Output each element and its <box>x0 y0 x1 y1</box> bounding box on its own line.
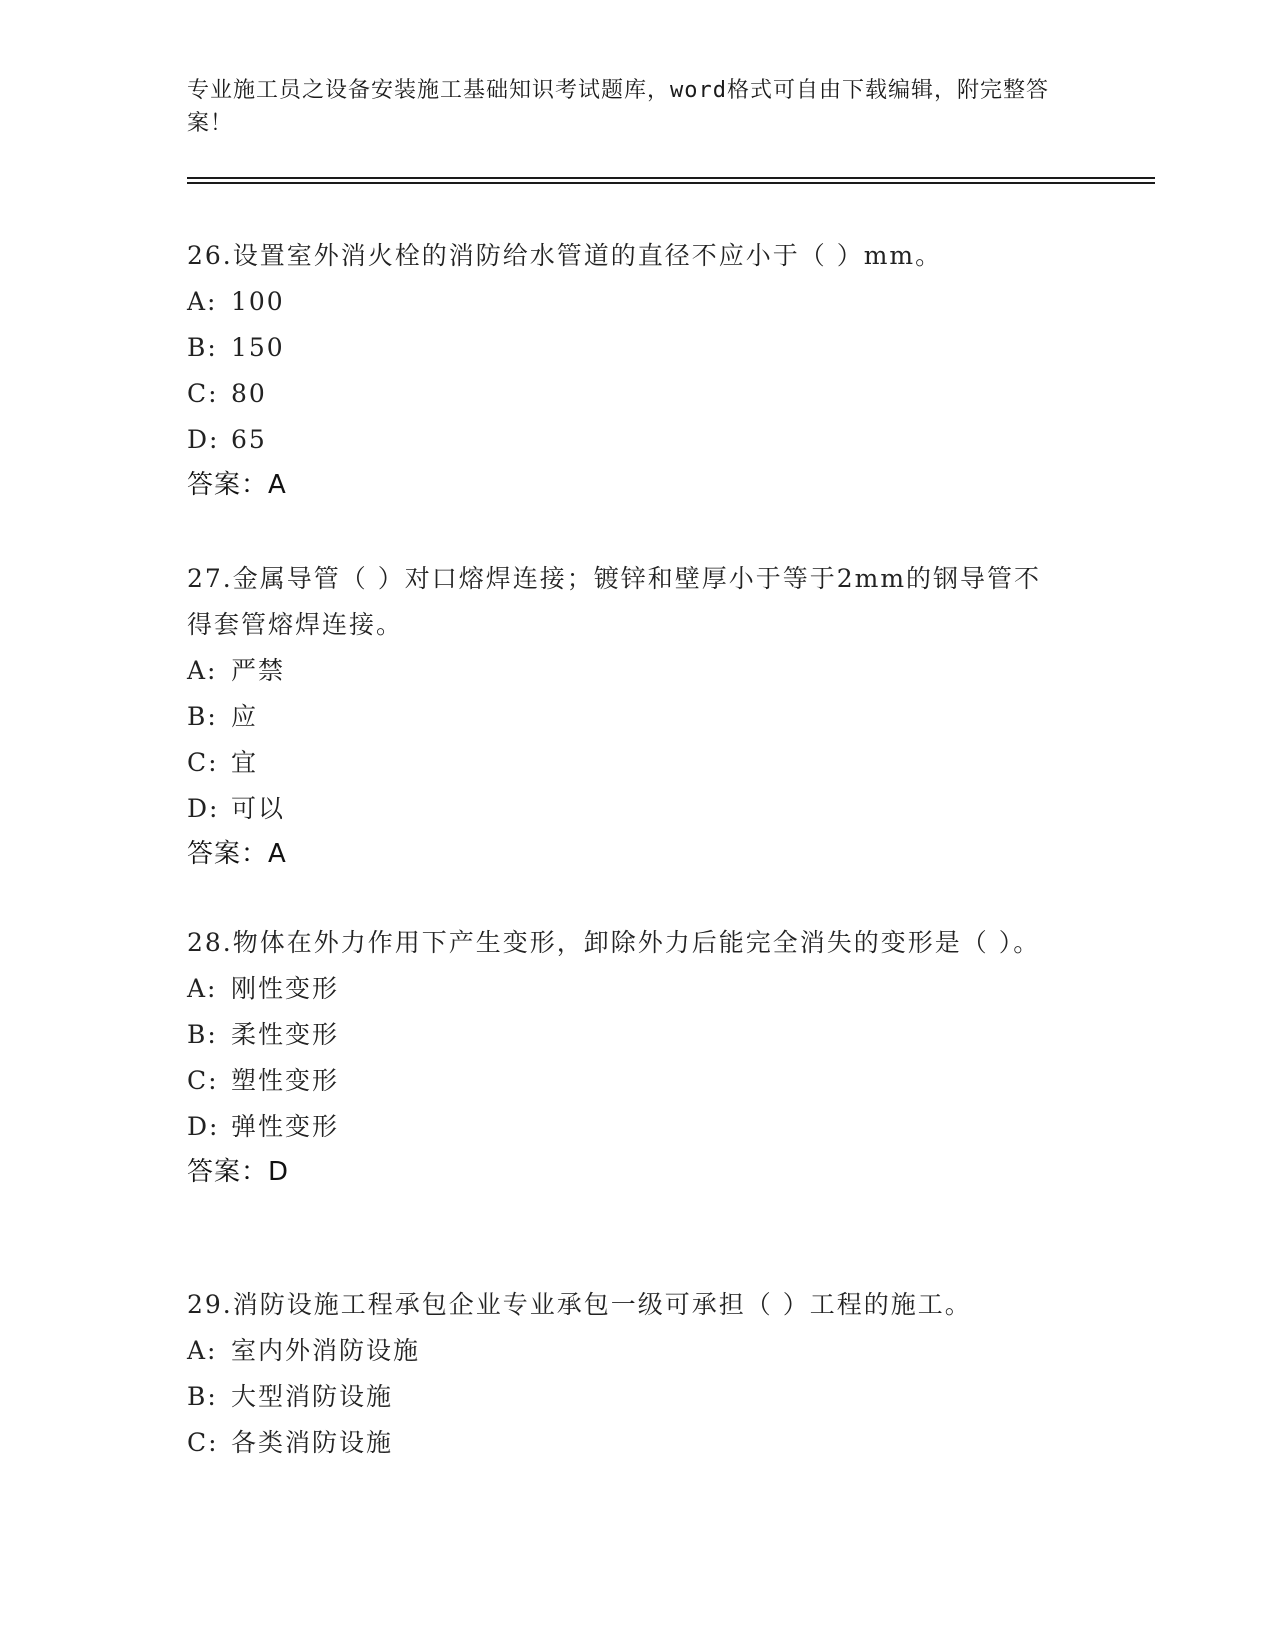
option-text: 室内外消防设施 <box>231 1336 421 1365</box>
question-29 <box>187 1282 1067 1466</box>
option-text: 柔性变形 <box>231 1020 340 1049</box>
document-header-title: 专业施工员之设备安装施工基础知识考试题库，word格式可自由下载编辑，附完整答案！ <box>187 78 1049 136</box>
option-a <box>187 966 1067 1012</box>
option-label: B: <box>187 333 218 362</box>
option-label: A: <box>187 1336 218 1365</box>
option-a <box>187 648 1067 694</box>
option-b <box>187 1012 1067 1058</box>
answer-value: A <box>268 839 287 869</box>
option-text: 各类消防设施 <box>231 1428 394 1457</box>
option-c <box>187 1420 1067 1466</box>
option-c <box>187 740 1067 786</box>
option-label: A: <box>187 656 218 685</box>
option-text: 100 <box>231 287 285 316</box>
answer-value: D <box>268 1157 290 1187</box>
answer-prefix: 答案： <box>187 839 269 869</box>
question-text: 29.消防设施工程承包企业专业承包一级可承担（ ）工程的施工。 <box>187 1290 972 1319</box>
question-text: 26.设置室外消火栓的消防给水管道的直径不应小于（ ）mm。 <box>187 241 943 270</box>
option-d <box>187 786 1067 832</box>
option-b <box>187 1374 1067 1420</box>
answer-prefix: 答案： <box>187 470 269 500</box>
option-label: C: <box>187 1066 219 1095</box>
option-text: 应 <box>231 702 259 731</box>
option-c <box>187 371 1067 417</box>
option-text: 刚性变形 <box>231 974 340 1003</box>
option-label: D: <box>187 794 220 823</box>
option-text: 80 <box>231 379 267 408</box>
option-c <box>187 1058 1067 1104</box>
answer-value: A <box>268 470 287 500</box>
option-text: 严禁 <box>231 656 286 685</box>
option-label: B: <box>187 702 218 731</box>
option-label: C: <box>187 1428 219 1457</box>
option-d <box>187 1104 1067 1150</box>
option-text: 可以 <box>231 794 286 823</box>
option-b <box>187 694 1067 740</box>
option-text: 大型消防设施 <box>231 1382 394 1411</box>
option-d <box>187 417 1067 463</box>
answer-prefix: 答案： <box>187 1157 269 1187</box>
option-label: D: <box>187 425 220 454</box>
option-label: C: <box>187 748 219 777</box>
question-28 <box>187 920 1067 1194</box>
option-label: D: <box>187 1112 220 1141</box>
answer-line <box>187 1150 1067 1194</box>
question-26 <box>187 233 1067 507</box>
option-label: A: <box>187 287 218 316</box>
answer-line <box>187 463 1067 507</box>
option-label: B: <box>187 1020 218 1049</box>
option-b <box>187 325 1067 371</box>
option-text: 150 <box>231 333 285 362</box>
header-divider-top <box>187 177 1155 179</box>
option-a <box>187 279 1067 325</box>
answer-line <box>187 832 1067 876</box>
option-label: B: <box>187 1382 218 1411</box>
option-label: A: <box>187 974 218 1003</box>
question-27 <box>187 556 1067 876</box>
header-divider-bottom <box>187 182 1155 184</box>
option-text: 宜 <box>231 748 259 777</box>
question-text: 28.物体在外力作用下产生变形，卸除外力后能完全消失的变形是（ ）。 <box>187 928 1041 957</box>
option-text: 弹性变形 <box>231 1112 340 1141</box>
option-text: 塑性变形 <box>231 1066 340 1095</box>
option-a <box>187 1328 1067 1374</box>
option-label: C: <box>187 379 219 408</box>
question-text: 27.金属导管（ ）对口熔焊连接；镀锌和壁厚小于等于2mm的钢导管不得套管熔焊连接。 <box>187 564 1042 639</box>
option-text: 65 <box>231 425 267 454</box>
